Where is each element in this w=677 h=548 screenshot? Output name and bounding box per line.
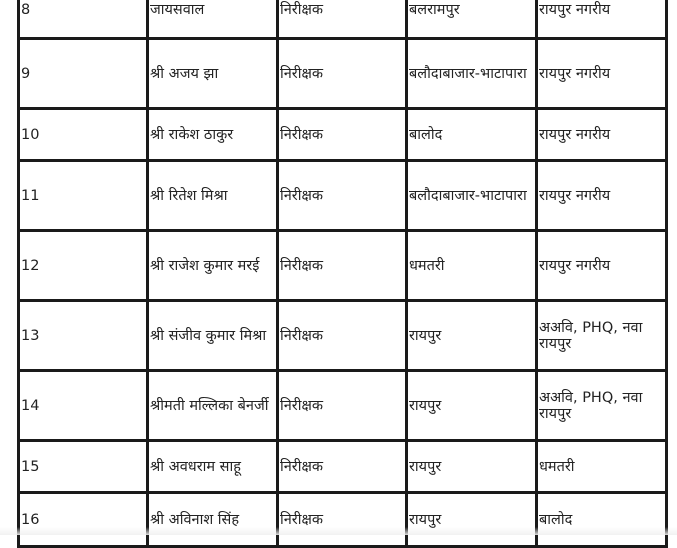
- serial-number-cell: 16: [19, 493, 148, 547]
- new-posting-cell: अअवि, PHQ, नवा रायपुर: [537, 301, 667, 371]
- table-row: [19, 0, 667, 39]
- officer-name-cell: श्री राजेश कुमार मरई: [148, 231, 278, 301]
- new-posting-cell: रायपुर नगरीय: [537, 39, 667, 109]
- serial-number-cell: 10: [19, 109, 148, 161]
- current-posting-cell: रायपुर: [407, 441, 537, 493]
- table-row: [19, 371, 667, 441]
- table-row: [19, 39, 667, 109]
- rank-cell: निरीक्षक: [278, 161, 407, 231]
- current-posting-cell: बलौदाबाजार-भाटापारा: [407, 161, 537, 231]
- serial-number-cell: 9: [19, 39, 148, 109]
- new-posting-cell: रायपुर नगरीय: [537, 0, 667, 39]
- current-posting-cell: रायपुर: [407, 301, 537, 371]
- rank-cell: निरीक्षक: [278, 441, 407, 493]
- current-posting-cell: बलौदाबाजार-भाटापारा: [407, 39, 537, 109]
- new-posting-cell: रायपुर नगरीय: [537, 231, 667, 301]
- new-posting-cell: रायपुर नगरीय: [537, 109, 667, 161]
- new-posting-cell: रायपुर नगरीय: [537, 161, 667, 231]
- officer-name-cell: श्री अवधराम साहू: [148, 441, 278, 493]
- current-posting-cell: बालोद: [407, 109, 537, 161]
- serial-number-cell: 8: [19, 0, 148, 39]
- rank-cell: निरीक्षक: [278, 301, 407, 371]
- serial-number-cell: 13: [19, 301, 148, 371]
- officer-name-cell: जायसवाल: [148, 0, 278, 39]
- table-row: [19, 301, 667, 371]
- rank-cell: निरीक्षक: [278, 0, 407, 39]
- rank-cell: निरीक्षक: [278, 231, 407, 301]
- new-posting-cell: धमतरी: [537, 441, 667, 493]
- serial-number-cell: 11: [19, 161, 148, 231]
- current-posting-cell: बलरामपुर: [407, 0, 537, 39]
- new-posting-cell: बालोद: [537, 493, 667, 547]
- table-row: [19, 493, 667, 547]
- transfer-table: [17, 0, 668, 548]
- officer-name-cell: श्री राकेश ठाकुर: [148, 109, 278, 161]
- current-posting-cell: रायपुर: [407, 371, 537, 441]
- serial-number-cell: 14: [19, 371, 148, 441]
- table-row: [19, 231, 667, 301]
- transfer-table-container: [17, 0, 668, 548]
- serial-number-cell: 12: [19, 231, 148, 301]
- rank-cell: निरीक्षक: [278, 493, 407, 547]
- rank-cell: निरीक्षक: [278, 39, 407, 109]
- officer-name-cell: श्री रितेश मिश्रा: [148, 161, 278, 231]
- table-row: [19, 441, 667, 493]
- officer-name-cell: श्री संजीव कुमार मिश्रा: [148, 301, 278, 371]
- bottom-shadow: [0, 527, 677, 535]
- officer-name-cell: श्रीमती मल्लिका बेनर्जी: [148, 371, 278, 441]
- officer-name-cell: श्री अविनाश सिंह: [148, 493, 278, 547]
- new-posting-cell: अअवि, PHQ, नवा रायपुर: [537, 371, 667, 441]
- current-posting-cell: धमतरी: [407, 231, 537, 301]
- rank-cell: निरीक्षक: [278, 109, 407, 161]
- table-row: [19, 161, 667, 231]
- rank-cell: निरीक्षक: [278, 371, 407, 441]
- officer-name-cell: श्री अजय झा: [148, 39, 278, 109]
- current-posting-cell: रायपुर: [407, 493, 537, 547]
- table-row: [19, 109, 667, 161]
- serial-number-cell: 15: [19, 441, 148, 493]
